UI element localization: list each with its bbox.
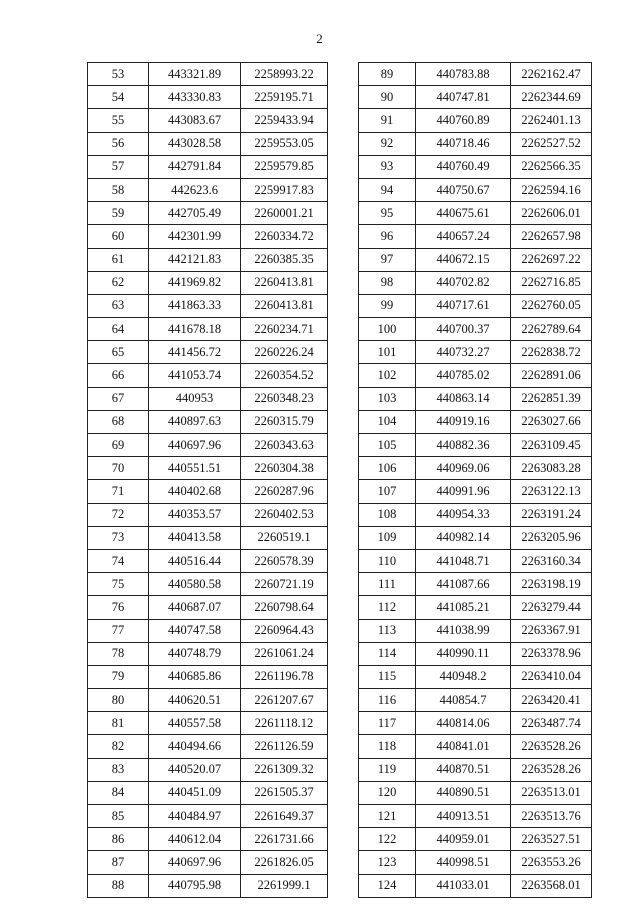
table-row [359, 248, 592, 271]
table-row [88, 851, 328, 874]
x-coordinate-cell: 443028.58 [149, 132, 241, 155]
table-row [88, 109, 328, 132]
point-number-cell: 70 [88, 457, 149, 480]
table-row [88, 271, 328, 294]
x-coordinate-cell: 441863.33 [149, 294, 241, 317]
x-coordinate-cell: 440402.68 [149, 480, 241, 503]
table-row [359, 874, 592, 897]
y-coordinate-cell: 2260413.81 [241, 271, 328, 294]
x-coordinate-cell: 440520.07 [149, 758, 241, 781]
point-number-cell: 102 [359, 364, 416, 387]
x-coordinate-cell: 440748.79 [149, 642, 241, 665]
table-row [359, 202, 592, 225]
table-row [88, 781, 328, 804]
point-number-cell: 113 [359, 619, 416, 642]
y-coordinate-cell: 2263122.13 [511, 480, 592, 503]
y-coordinate-cell: 2263410.04 [511, 665, 592, 688]
x-coordinate-cell: 440882.36 [416, 434, 511, 457]
point-number-cell: 103 [359, 387, 416, 410]
table-row [88, 665, 328, 688]
x-coordinate-cell: 440687.07 [149, 596, 241, 619]
table-row [88, 457, 328, 480]
point-number-cell: 108 [359, 503, 416, 526]
x-coordinate-cell: 441085.21 [416, 596, 511, 619]
point-number-cell: 72 [88, 503, 149, 526]
x-coordinate-cell: 440760.89 [416, 109, 511, 132]
table-row [88, 712, 328, 735]
x-coordinate-cell: 440697.96 [149, 434, 241, 457]
table-row [359, 434, 592, 457]
y-coordinate-cell: 2261196.78 [241, 665, 328, 688]
y-coordinate-cell: 2263487.74 [511, 712, 592, 735]
point-number-cell: 67 [88, 387, 149, 410]
y-coordinate-cell: 2262401.13 [511, 109, 592, 132]
table-row [359, 758, 592, 781]
point-number-cell: 80 [88, 689, 149, 712]
y-coordinate-cell: 2260315.79 [241, 410, 328, 433]
table-row [359, 132, 592, 155]
table-row [88, 642, 328, 665]
x-coordinate-cell: 440551.51 [149, 457, 241, 480]
y-coordinate-cell: 2260234.71 [241, 318, 328, 341]
point-number-cell: 118 [359, 735, 416, 758]
table-row [359, 828, 592, 851]
point-number-cell: 89 [359, 63, 416, 86]
table-row [88, 596, 328, 619]
y-coordinate-cell: 2260334.72 [241, 225, 328, 248]
x-coordinate-cell: 440747.81 [416, 86, 511, 109]
x-coordinate-cell: 440991.96 [416, 480, 511, 503]
table-row [88, 758, 328, 781]
y-coordinate-cell: 2261731.66 [241, 828, 328, 851]
point-number-cell: 66 [88, 364, 149, 387]
y-coordinate-cell: 2263205.96 [511, 526, 592, 549]
y-coordinate-cell: 2263367.91 [511, 619, 592, 642]
table-row [359, 457, 592, 480]
point-number-cell: 99 [359, 294, 416, 317]
point-number-cell: 53 [88, 63, 149, 86]
point-number-cell: 68 [88, 410, 149, 433]
point-number-cell: 98 [359, 271, 416, 294]
y-coordinate-cell: 2260578.39 [241, 549, 328, 572]
table-row [88, 735, 328, 758]
y-coordinate-cell: 2260964.43 [241, 619, 328, 642]
x-coordinate-cell: 441678.18 [149, 318, 241, 341]
y-coordinate-cell: 2263513.76 [511, 805, 592, 828]
table-row [359, 294, 592, 317]
table-row [359, 410, 592, 433]
point-number-cell: 74 [88, 549, 149, 572]
x-coordinate-cell: 440700.37 [416, 318, 511, 341]
table-row [88, 132, 328, 155]
x-coordinate-cell: 440413.58 [149, 526, 241, 549]
point-number-cell: 62 [88, 271, 149, 294]
x-coordinate-cell: 440953 [149, 387, 241, 410]
table-row [88, 318, 328, 341]
y-coordinate-cell: 2260798.64 [241, 596, 328, 619]
y-coordinate-cell: 2262760.05 [511, 294, 592, 317]
table-row [359, 503, 592, 526]
y-coordinate-cell: 2260304.38 [241, 457, 328, 480]
y-coordinate-cell: 2262344.69 [511, 86, 592, 109]
point-number-cell: 124 [359, 874, 416, 897]
table-row [88, 294, 328, 317]
table-row [88, 526, 328, 549]
point-number-cell: 120 [359, 781, 416, 804]
y-coordinate-cell: 2263083.28 [511, 457, 592, 480]
x-coordinate-cell: 440854.7 [416, 689, 511, 712]
point-number-cell: 69 [88, 434, 149, 457]
point-number-cell: 123 [359, 851, 416, 874]
point-number-cell: 105 [359, 434, 416, 457]
y-coordinate-cell: 2263553.26 [511, 851, 592, 874]
table-row [88, 364, 328, 387]
y-coordinate-cell: 2262851.39 [511, 387, 592, 410]
point-number-cell: 111 [359, 573, 416, 596]
y-coordinate-cell: 2263191.24 [511, 503, 592, 526]
x-coordinate-cell: 440557.58 [149, 712, 241, 735]
x-coordinate-cell: 440969.06 [416, 457, 511, 480]
table-row [359, 689, 592, 712]
y-coordinate-cell: 2261505.37 [241, 781, 328, 804]
coordinates-table-left [87, 62, 328, 898]
x-coordinate-cell: 440841.01 [416, 735, 511, 758]
x-coordinate-cell: 440717.61 [416, 294, 511, 317]
point-number-cell: 78 [88, 642, 149, 665]
y-coordinate-cell: 2261126.59 [241, 735, 328, 758]
table-row [88, 178, 328, 201]
table-row [88, 874, 328, 897]
table-row [359, 271, 592, 294]
x-coordinate-cell: 440657.24 [416, 225, 511, 248]
x-coordinate-cell: 441053.74 [149, 364, 241, 387]
table-row [359, 341, 592, 364]
table-row [88, 480, 328, 503]
point-number-cell: 83 [88, 758, 149, 781]
y-coordinate-cell: 2260343.63 [241, 434, 328, 457]
point-number-cell: 55 [88, 109, 149, 132]
y-coordinate-cell: 2259917.83 [241, 178, 328, 201]
point-number-cell: 116 [359, 689, 416, 712]
y-coordinate-cell: 2261649.37 [241, 805, 328, 828]
y-coordinate-cell: 2261061.24 [241, 642, 328, 665]
table-row [88, 549, 328, 572]
x-coordinate-cell: 440675.61 [416, 202, 511, 225]
table-row [359, 642, 592, 665]
y-coordinate-cell: 2263527.51 [511, 828, 592, 851]
y-coordinate-cell: 2262594.16 [511, 178, 592, 201]
table-row [88, 248, 328, 271]
point-number-cell: 57 [88, 155, 149, 178]
y-coordinate-cell: 2262838.72 [511, 341, 592, 364]
x-coordinate-cell: 440982.14 [416, 526, 511, 549]
table-row [359, 526, 592, 549]
y-coordinate-cell: 2260001.21 [241, 202, 328, 225]
point-number-cell: 121 [359, 805, 416, 828]
table-row [88, 503, 328, 526]
point-number-cell: 65 [88, 341, 149, 364]
table-row [359, 851, 592, 874]
table-row [88, 63, 328, 86]
x-coordinate-cell: 442121.83 [149, 248, 241, 271]
x-coordinate-cell: 440760.49 [416, 155, 511, 178]
y-coordinate-cell: 2261826.05 [241, 851, 328, 874]
y-coordinate-cell: 2261207.67 [241, 689, 328, 712]
page-number: 2 [316, 31, 323, 46]
point-number-cell: 104 [359, 410, 416, 433]
table-row [88, 225, 328, 248]
x-coordinate-cell: 440685.86 [149, 665, 241, 688]
table-row [88, 434, 328, 457]
y-coordinate-cell: 2263198.19 [511, 573, 592, 596]
x-coordinate-cell: 442623.6 [149, 178, 241, 201]
point-number-cell: 59 [88, 202, 149, 225]
x-coordinate-cell: 440718.46 [416, 132, 511, 155]
y-coordinate-cell: 2262697.22 [511, 248, 592, 271]
y-coordinate-cell: 2260287.96 [241, 480, 328, 503]
table-row [359, 573, 592, 596]
y-coordinate-cell: 2261999.1 [241, 874, 328, 897]
point-number-cell: 106 [359, 457, 416, 480]
y-coordinate-cell: 2263160.34 [511, 549, 592, 572]
point-number-cell: 87 [88, 851, 149, 874]
y-coordinate-cell: 2261309.32 [241, 758, 328, 781]
y-coordinate-cell: 2262162.47 [511, 63, 592, 86]
x-coordinate-cell: 440948.2 [416, 665, 511, 688]
x-coordinate-cell: 440494.66 [149, 735, 241, 758]
table-row [359, 155, 592, 178]
table-row [359, 735, 592, 758]
table-row [88, 619, 328, 642]
table-row [359, 480, 592, 503]
point-number-cell: 94 [359, 178, 416, 201]
y-coordinate-cell: 2259195.71 [241, 86, 328, 109]
x-coordinate-cell: 440612.04 [149, 828, 241, 851]
x-coordinate-cell: 440672.15 [416, 248, 511, 271]
x-coordinate-cell: 440353.57 [149, 503, 241, 526]
table-row [359, 63, 592, 86]
point-number-cell: 110 [359, 549, 416, 572]
point-number-cell: 64 [88, 318, 149, 341]
x-coordinate-cell: 440785.02 [416, 364, 511, 387]
point-number-cell: 101 [359, 341, 416, 364]
point-number-cell: 122 [359, 828, 416, 851]
point-number-cell: 92 [359, 132, 416, 155]
table-row [359, 805, 592, 828]
point-number-cell: 117 [359, 712, 416, 735]
table-row [88, 410, 328, 433]
y-coordinate-cell: 2263378.96 [511, 642, 592, 665]
table-row [359, 596, 592, 619]
y-coordinate-cell: 2263513.01 [511, 781, 592, 804]
y-coordinate-cell: 2263528.26 [511, 758, 592, 781]
point-number-cell: 76 [88, 596, 149, 619]
y-coordinate-cell: 2260226.24 [241, 341, 328, 364]
point-number-cell: 109 [359, 526, 416, 549]
table-row [88, 689, 328, 712]
point-number-cell: 112 [359, 596, 416, 619]
x-coordinate-cell: 440702.82 [416, 271, 511, 294]
y-coordinate-cell: 2260519.1 [241, 526, 328, 549]
y-coordinate-cell: 2263528.26 [511, 735, 592, 758]
point-number-cell: 54 [88, 86, 149, 109]
x-coordinate-cell: 440959.01 [416, 828, 511, 851]
point-number-cell: 77 [88, 619, 149, 642]
x-coordinate-cell: 441456.72 [149, 341, 241, 364]
y-coordinate-cell: 2262716.85 [511, 271, 592, 294]
point-number-cell: 93 [359, 155, 416, 178]
x-coordinate-cell: 440870.51 [416, 758, 511, 781]
x-coordinate-cell: 440998.51 [416, 851, 511, 874]
point-number-cell: 95 [359, 202, 416, 225]
x-coordinate-cell: 440580.58 [149, 573, 241, 596]
x-coordinate-cell: 440913.51 [416, 805, 511, 828]
point-number-cell: 56 [88, 132, 149, 155]
y-coordinate-cell: 2259553.05 [241, 132, 328, 155]
table-row [359, 665, 592, 688]
y-coordinate-cell: 2259579.85 [241, 155, 328, 178]
y-coordinate-cell: 2260354.52 [241, 364, 328, 387]
table-row [359, 781, 592, 804]
y-coordinate-cell: 2262657.98 [511, 225, 592, 248]
coordinates-table-right [358, 62, 592, 898]
y-coordinate-cell: 2260385.35 [241, 248, 328, 271]
x-coordinate-cell: 440919.16 [416, 410, 511, 433]
y-coordinate-cell: 2263279.44 [511, 596, 592, 619]
x-coordinate-cell: 442791.84 [149, 155, 241, 178]
x-coordinate-cell: 441038.99 [416, 619, 511, 642]
point-number-cell: 75 [88, 573, 149, 596]
point-number-cell: 82 [88, 735, 149, 758]
y-coordinate-cell: 2262606.01 [511, 202, 592, 225]
y-coordinate-cell: 2260721.19 [241, 573, 328, 596]
point-number-cell: 79 [88, 665, 149, 688]
x-coordinate-cell: 440747.58 [149, 619, 241, 642]
y-coordinate-cell: 2262891.06 [511, 364, 592, 387]
table-row [359, 178, 592, 201]
y-coordinate-cell: 2263420.41 [511, 689, 592, 712]
x-coordinate-cell: 440732.27 [416, 341, 511, 364]
table-row [359, 549, 592, 572]
table-row [359, 86, 592, 109]
y-coordinate-cell: 2263109.45 [511, 434, 592, 457]
point-number-cell: 85 [88, 805, 149, 828]
y-coordinate-cell: 2263568.01 [511, 874, 592, 897]
point-number-cell: 88 [88, 874, 149, 897]
point-number-cell: 60 [88, 225, 149, 248]
x-coordinate-cell: 440620.51 [149, 689, 241, 712]
x-coordinate-cell: 440897.63 [149, 410, 241, 433]
y-coordinate-cell: 2260402.53 [241, 503, 328, 526]
point-number-cell: 119 [359, 758, 416, 781]
y-coordinate-cell: 2260413.81 [241, 294, 328, 317]
table-row [359, 318, 592, 341]
table-row [359, 712, 592, 735]
point-number-cell: 91 [359, 109, 416, 132]
point-number-cell: 73 [88, 526, 149, 549]
point-number-cell: 71 [88, 480, 149, 503]
y-coordinate-cell: 2258993.22 [241, 63, 328, 86]
y-coordinate-cell: 2263027.66 [511, 410, 592, 433]
x-coordinate-cell: 443330.83 [149, 86, 241, 109]
y-coordinate-cell: 2259433.94 [241, 109, 328, 132]
table-row [359, 387, 592, 410]
x-coordinate-cell: 440890.51 [416, 781, 511, 804]
table-row [88, 828, 328, 851]
x-coordinate-cell: 440750.67 [416, 178, 511, 201]
x-coordinate-cell: 440814.06 [416, 712, 511, 735]
y-coordinate-cell: 2260348.23 [241, 387, 328, 410]
point-number-cell: 61 [88, 248, 149, 271]
x-coordinate-cell: 441087.66 [416, 573, 511, 596]
point-number-cell: 84 [88, 781, 149, 804]
table-row [88, 86, 328, 109]
table-row [359, 225, 592, 248]
table-row [88, 573, 328, 596]
x-coordinate-cell: 441969.82 [149, 271, 241, 294]
point-number-cell: 86 [88, 828, 149, 851]
x-coordinate-cell: 440954.33 [416, 503, 511, 526]
x-coordinate-cell: 440697.96 [149, 851, 241, 874]
table-row [359, 619, 592, 642]
x-coordinate-cell: 441033.01 [416, 874, 511, 897]
x-coordinate-cell: 443083.67 [149, 109, 241, 132]
y-coordinate-cell: 2262527.52 [511, 132, 592, 155]
point-number-cell: 115 [359, 665, 416, 688]
y-coordinate-cell: 2262789.64 [511, 318, 592, 341]
table-row [88, 387, 328, 410]
table-row [88, 155, 328, 178]
table-row [359, 109, 592, 132]
point-number-cell: 114 [359, 642, 416, 665]
x-coordinate-cell: 440451.09 [149, 781, 241, 804]
x-coordinate-cell: 440795.98 [149, 874, 241, 897]
table-row [88, 202, 328, 225]
y-coordinate-cell: 2262566.35 [511, 155, 592, 178]
x-coordinate-cell: 441048.71 [416, 549, 511, 572]
x-coordinate-cell: 440863.14 [416, 387, 511, 410]
point-number-cell: 107 [359, 480, 416, 503]
x-coordinate-cell: 440783.88 [416, 63, 511, 86]
point-number-cell: 96 [359, 225, 416, 248]
y-coordinate-cell: 2261118.12 [241, 712, 328, 735]
table-row [88, 805, 328, 828]
point-number-cell: 100 [359, 318, 416, 341]
table-row [359, 364, 592, 387]
point-number-cell: 58 [88, 178, 149, 201]
x-coordinate-cell: 442705.49 [149, 202, 241, 225]
point-number-cell: 63 [88, 294, 149, 317]
x-coordinate-cell: 440484.97 [149, 805, 241, 828]
point-number-cell: 81 [88, 712, 149, 735]
x-coordinate-cell: 442301.99 [149, 225, 241, 248]
table-row [88, 341, 328, 364]
x-coordinate-cell: 440990.11 [416, 642, 511, 665]
point-number-cell: 90 [359, 86, 416, 109]
x-coordinate-cell: 443321.89 [149, 63, 241, 86]
x-coordinate-cell: 440516.44 [149, 549, 241, 572]
point-number-cell: 97 [359, 248, 416, 271]
